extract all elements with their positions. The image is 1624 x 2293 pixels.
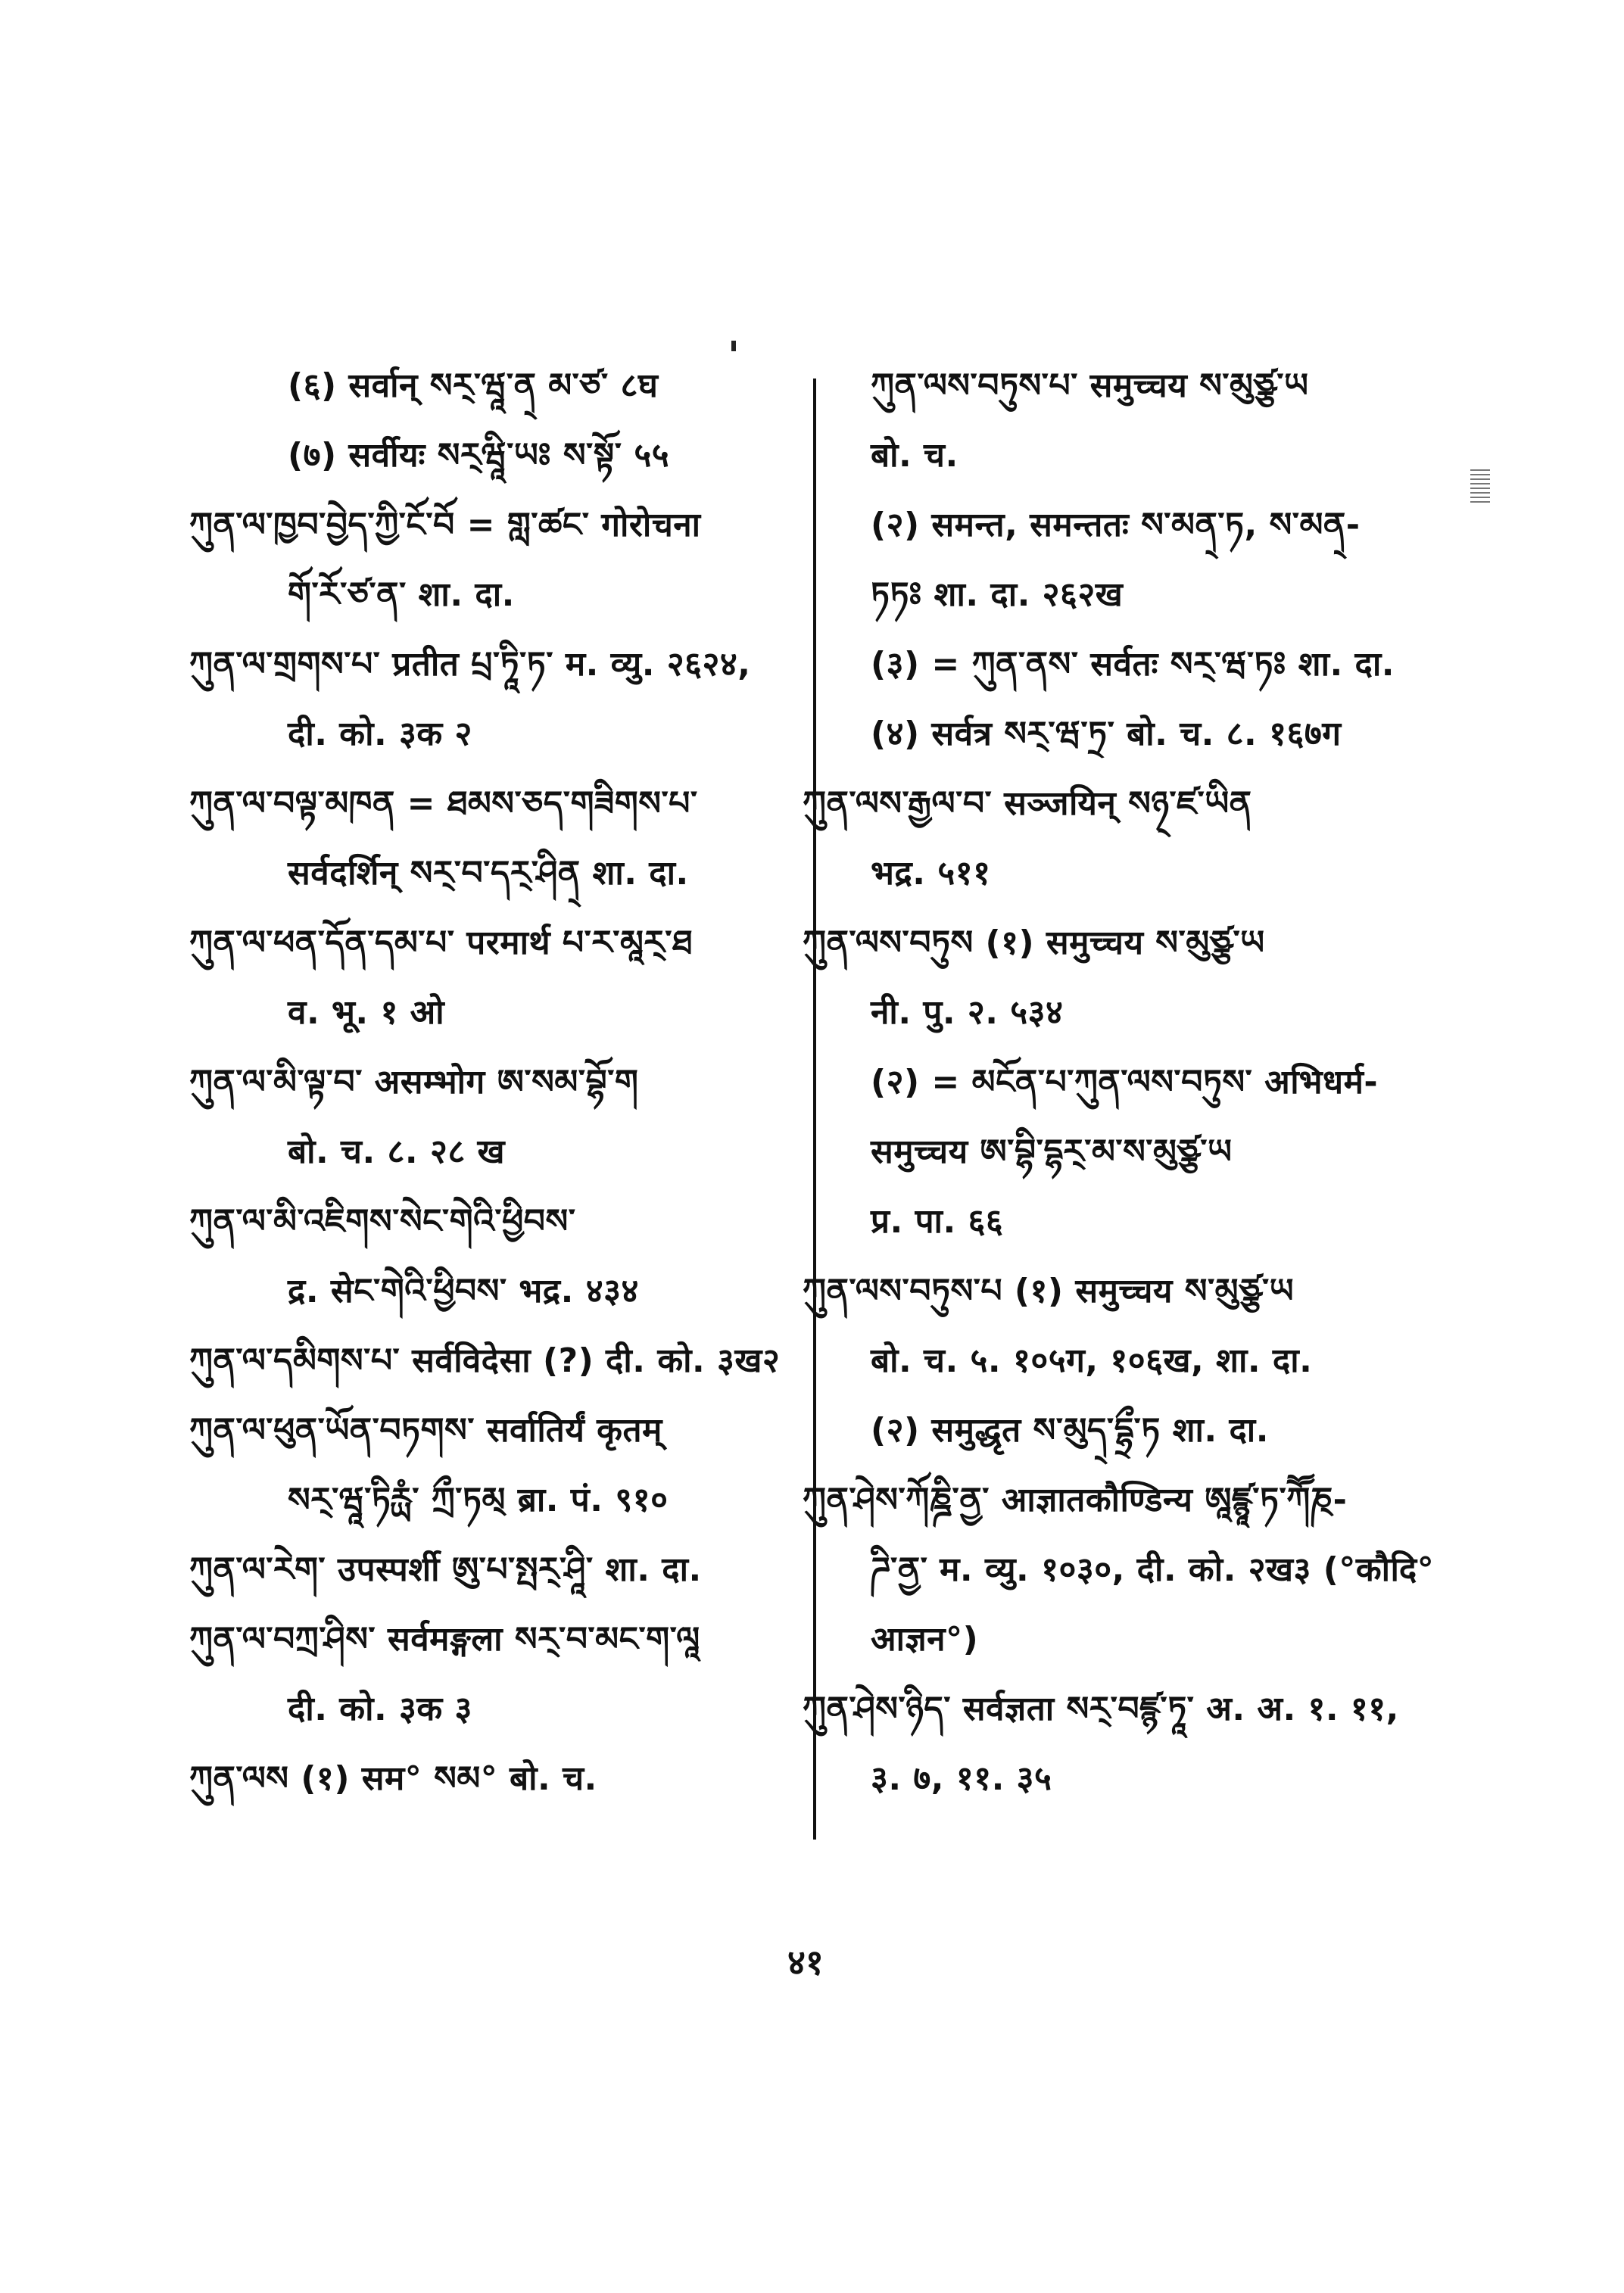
- entry-line: बो. च.: [871, 436, 959, 475]
- entry-line: ३. ७, ११. ३५: [871, 1759, 1052, 1798]
- entry-line: ཀུན་ལས་བཏུས་པ (१) समुच्चय ས་མུཙྩ་ཡ: [803, 1272, 1295, 1310]
- entry-line: भद्र. ५११: [871, 854, 991, 893]
- entry-line: आज्ञन°): [871, 1620, 979, 1659]
- entry-line: ཀུན་ལ་གྲགས་པ་ प्रतीत པྲ་ཏཱི་ཏ་ म. व्यु. २६२४,: [189, 645, 751, 684]
- entry-line: གོ་རོ་ཙ་ན་ शा. दा.: [288, 575, 515, 614]
- entry-line: सर्वदर्शिन् སར྄་བ་དར྄་ཤིན྄ शा. दा.: [288, 854, 689, 893]
- entry-line: ཀུན་ཤེས་ཀོཎྜི་ནྱ་ आज्ञातकौण्डिन्य ཨཱཛྙཱ་ཏ་ཀཽཎ྄-: [803, 1481, 1348, 1519]
- entry-line: प्र. पा. ६६: [871, 1202, 1004, 1241]
- entry-line: (३) = ཀུན་ནས་ सर्वतः སར྄་ཝ་ཏཿ शा. दा.: [871, 645, 1395, 684]
- entry-line: बो. च. ५. १०५ग, १०६ख, शा. दा.: [871, 1341, 1313, 1380]
- entry-line: ཀུན་ལ་བལྟ་མཁན = ཐམས་ཅད་གཟིགས་པ་: [189, 784, 698, 823]
- entry-line: ཀུན་ལས་བཏུས (१) समुच्चय ས་མུཙྩ་ཡ: [803, 924, 1265, 962]
- entry-line: बो. च. ८. २८ ख: [288, 1132, 506, 1171]
- entry-line: སར྄་ཝཱ་ཏིརྻཾ་ ཀྲྀ་ཏམ྄ ब्रा. पं. ९१०: [288, 1481, 669, 1519]
- entry-line: ཀུན་ཤེས་ཉིད་ सर्वज्ञता སར྄་བཛྙ་ཏཱ་ अ. अ. १. ११,: [803, 1690, 1399, 1728]
- entry-line: ཏཏཿ शा. दा. २६२ख: [871, 575, 1124, 614]
- entry-line: दी. को. ३क २: [288, 715, 472, 753]
- entry-line: ཀུན་ལ་བཀྲ་ཤིས་ सर्वमङ्गला སར྄་བ་མང་ག་ལཱ: [189, 1620, 700, 1659]
- entry-line: ཀུན་ལས་བཏུས་པ་ समुच्चय ས་མུཙྩ་ཡ: [871, 366, 1309, 405]
- entry-line: ཀུན་ལ་རེག་ उपस्पर्शी ཨུ་པ་སྤར྄་ཤཱི་ शा. दा.: [189, 1550, 702, 1589]
- scan-edge-mark: [1470, 469, 1490, 503]
- print-speck: [731, 341, 736, 351]
- entry-line: ཀུན་ལ་མི་འཇིགས་སེང་གེའི་ཕྱིབས་: [189, 1202, 576, 1241]
- entry-line: (२) समन्त, समन्ततः ས་མན྄་ཏ, ས་མན྄-: [871, 506, 1361, 544]
- entry-line: दी. को. ३क ३: [288, 1690, 472, 1728]
- entry-line: (२) समुद्धृत ས་མུད྄་དྷྲྀ་ཏ शा. दा.: [871, 1411, 1269, 1450]
- entry-line: समुच्चय ཨ་བྷི་དྷར྄་མ་ས་མུཙྩ་ཡ: [871, 1132, 1233, 1171]
- entry-line: (२) = མངོན་པ་ཀུན་ལས་བཏུས་ अभिधर्म-: [871, 1063, 1379, 1101]
- entry-line: (४) सर्वत्र སར྄་ཝ་ཏྲ་ बो. च. ८. १६७ग: [871, 715, 1342, 753]
- entry-line: ཀུན་ལ་ཕུན་ཡོན་བཏགས་ सर्वातिर्यं कृतम्: [189, 1411, 662, 1450]
- entry-line: ཀུན་ལ་ཁྱབ་བྱེད་ཀྱི་ངོ་བོ = གླ་ཚང་ गोरोचना: [189, 506, 701, 544]
- entry-line: द्र. सेང་གེའི་ཕྱིབས་ भद्र. ४३४: [288, 1272, 639, 1310]
- entry-line: ཀུན་ལ་ཕན་དོན་དམ་པ་ परमार्थ པ་ར་མཱར྄་ཐ: [189, 924, 694, 962]
- entry-line: (६) सर्वान् སར྄་ཝཱ་ན྄ མ་ཙ་ ८घ: [288, 366, 659, 405]
- entry-line: (७) सर्वीयः སར྄ཝཱི་ཡཿ ས་སྟོ་ ५५: [288, 436, 670, 475]
- entry-line: ཀུན་ལ་དམིགས་པ་ सर्वविदेसा (?) दी. को. ३ख२: [189, 1341, 781, 1380]
- entry-line: ཀུན་ལས (१) सम° སམ° बो. च.: [189, 1759, 597, 1798]
- entry-line: ཌི་ནྱ་ म. व्यु. १०३०, दी. को. २ख३ (°कौदि°: [871, 1550, 1435, 1589]
- entry-line: नी. पु. २. ५३४: [871, 993, 1064, 1032]
- page-number: ४१: [787, 1942, 824, 1983]
- entry-line: ཀུན་ལས་རྒྱལ་བ་ सञ्जयिन् སཉ྄་ཛ་ཡིན: [803, 784, 1252, 823]
- entry-line: ཀུན་ལ་མི་ལྟ་བ་ असम्भोग ཨ་སམ་བྷོ་ག: [189, 1063, 639, 1101]
- entry-line: व. भू. १ ओ: [288, 993, 445, 1032]
